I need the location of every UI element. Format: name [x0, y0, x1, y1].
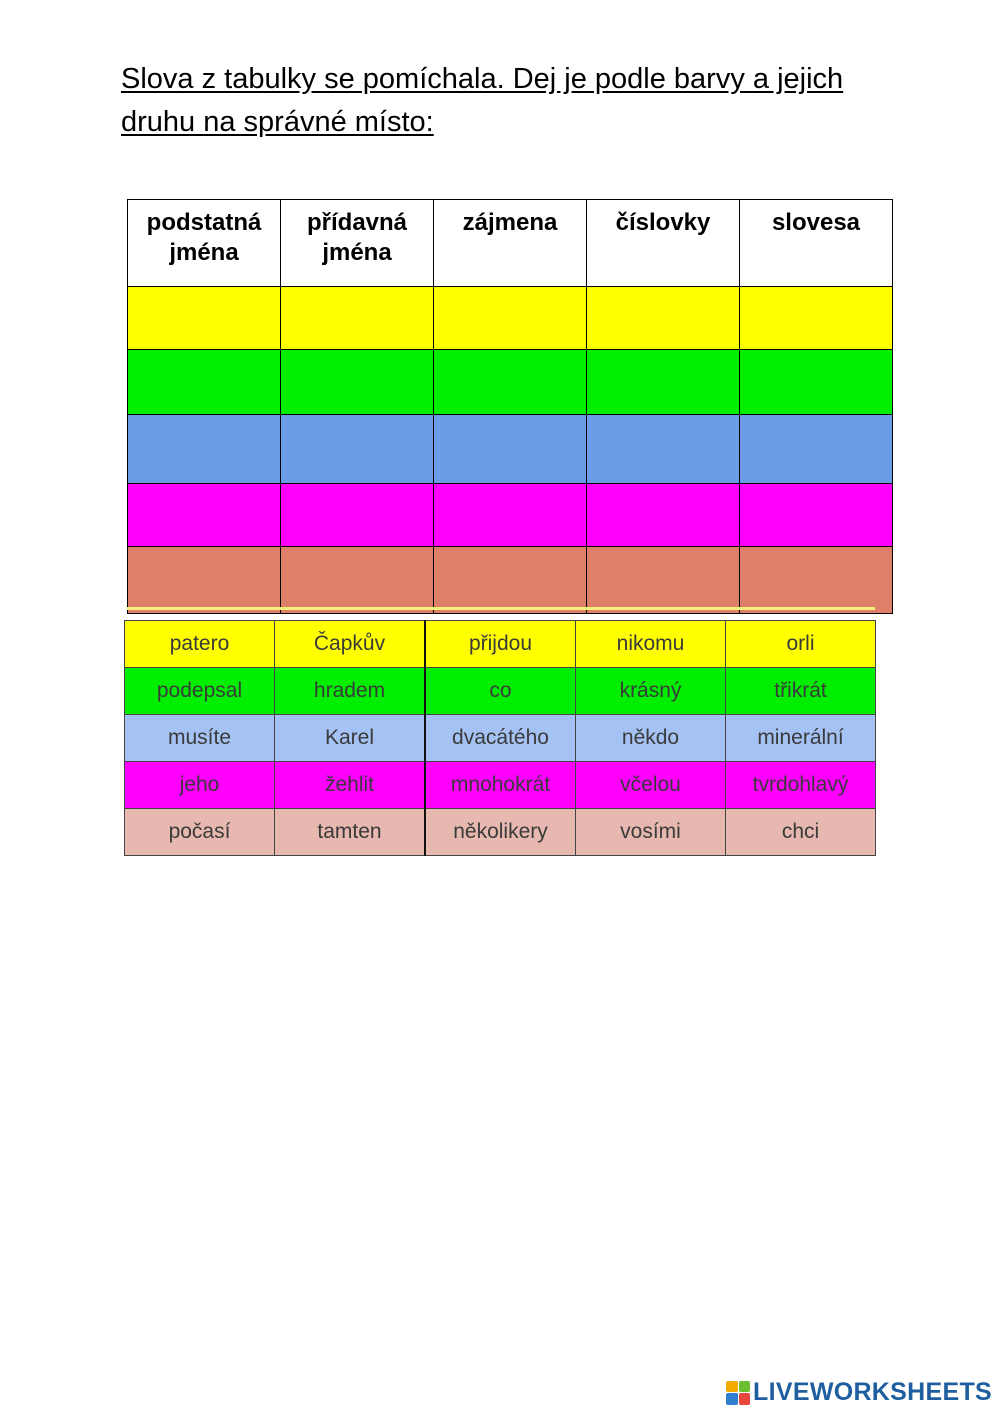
word-tile[interactable]: krásný [576, 668, 726, 715]
drop-cell[interactable] [740, 287, 893, 350]
drop-cell[interactable] [434, 287, 587, 350]
table-edge-strip [127, 607, 875, 610]
header-numerals: číslovky [587, 200, 740, 287]
logo-square [739, 1381, 751, 1393]
drop-cell[interactable] [128, 484, 281, 547]
drop-cell[interactable] [740, 415, 893, 484]
word-tile[interactable]: jeho [125, 762, 275, 809]
word-tile[interactable]: chci [726, 809, 876, 856]
drop-cell[interactable] [740, 484, 893, 547]
word-tile[interactable]: dvacátého [425, 715, 576, 762]
header-adjectives: přídavná jména [281, 200, 434, 287]
word-tile[interactable]: Čapkův [275, 621, 426, 668]
drop-cell[interactable] [128, 415, 281, 484]
drop-cell[interactable] [587, 287, 740, 350]
word-tile[interactable]: někdo [576, 715, 726, 762]
drop-cell[interactable] [740, 350, 893, 415]
drop-cell[interactable] [281, 415, 434, 484]
header-nouns: podstatná jména [128, 200, 281, 287]
word-tile[interactable]: co [425, 668, 576, 715]
drop-cell[interactable] [587, 415, 740, 484]
drop-cell[interactable] [434, 484, 587, 547]
word-bank-row [125, 762, 876, 809]
drop-cell[interactable] [128, 350, 281, 415]
drop-cell[interactable] [281, 287, 434, 350]
drop-cell[interactable] [281, 484, 434, 547]
target-row [128, 350, 893, 415]
word-bank-row [125, 668, 876, 715]
word-tile[interactable]: Karel [275, 715, 426, 762]
logo-square [726, 1381, 738, 1393]
header-pronouns: zájmena [434, 200, 587, 287]
word-bank-row [125, 715, 876, 762]
logo-text: LIVEWORKSHEETS [753, 1378, 992, 1406]
word-tile[interactable]: přijdou [425, 621, 576, 668]
logo-mark-icon [726, 1381, 750, 1405]
word-tile[interactable]: podepsal [125, 668, 275, 715]
word-tile[interactable]: nikomu [576, 621, 726, 668]
drop-cell[interactable] [281, 350, 434, 415]
target-row [128, 287, 893, 350]
drop-cell[interactable] [434, 350, 587, 415]
word-tile[interactable]: minerální [726, 715, 876, 762]
word-tile[interactable]: musíte [125, 715, 275, 762]
header-row [128, 200, 893, 287]
drop-cell[interactable] [587, 484, 740, 547]
word-tile[interactable]: hradem [275, 668, 426, 715]
word-tile[interactable]: tamten [275, 809, 426, 856]
word-tile[interactable]: včelou [576, 762, 726, 809]
word-tile[interactable]: žehlit [275, 762, 426, 809]
word-tile[interactable]: orli [726, 621, 876, 668]
target-row [128, 484, 893, 547]
logo-square [739, 1393, 751, 1405]
drop-cell[interactable] [587, 547, 740, 614]
word-tile[interactable]: patero [125, 621, 275, 668]
word-bank-row [125, 809, 876, 856]
drop-cell[interactable] [434, 547, 587, 614]
drop-cell[interactable] [740, 547, 893, 614]
liveworksheets-logo [726, 1378, 992, 1407]
word-tile[interactable]: mnohokrát [425, 762, 576, 809]
drop-cell[interactable] [128, 547, 281, 614]
word-tile[interactable]: počasí [125, 809, 275, 856]
word-bank-row [125, 621, 876, 668]
word-tile[interactable]: tvrdohlavý [726, 762, 876, 809]
drop-cell[interactable] [434, 415, 587, 484]
instruction-text: Slova z tabulky se pomíchala. Dej je podle barvy a jejich druhu na správné místo: [121, 63, 844, 138]
drop-cell[interactable] [128, 287, 281, 350]
word-bank-table [124, 620, 876, 856]
word-tile[interactable]: několikery [425, 809, 576, 856]
logo-square [726, 1393, 738, 1405]
target-row [128, 415, 893, 484]
target-row [128, 547, 893, 614]
drop-cell[interactable] [281, 547, 434, 614]
word-tile[interactable]: vosími [576, 809, 726, 856]
target-table [127, 199, 893, 614]
word-tile[interactable]: třikrát [726, 668, 876, 715]
header-verbs: slovesa [740, 200, 893, 287]
drop-cell[interactable] [587, 350, 740, 415]
